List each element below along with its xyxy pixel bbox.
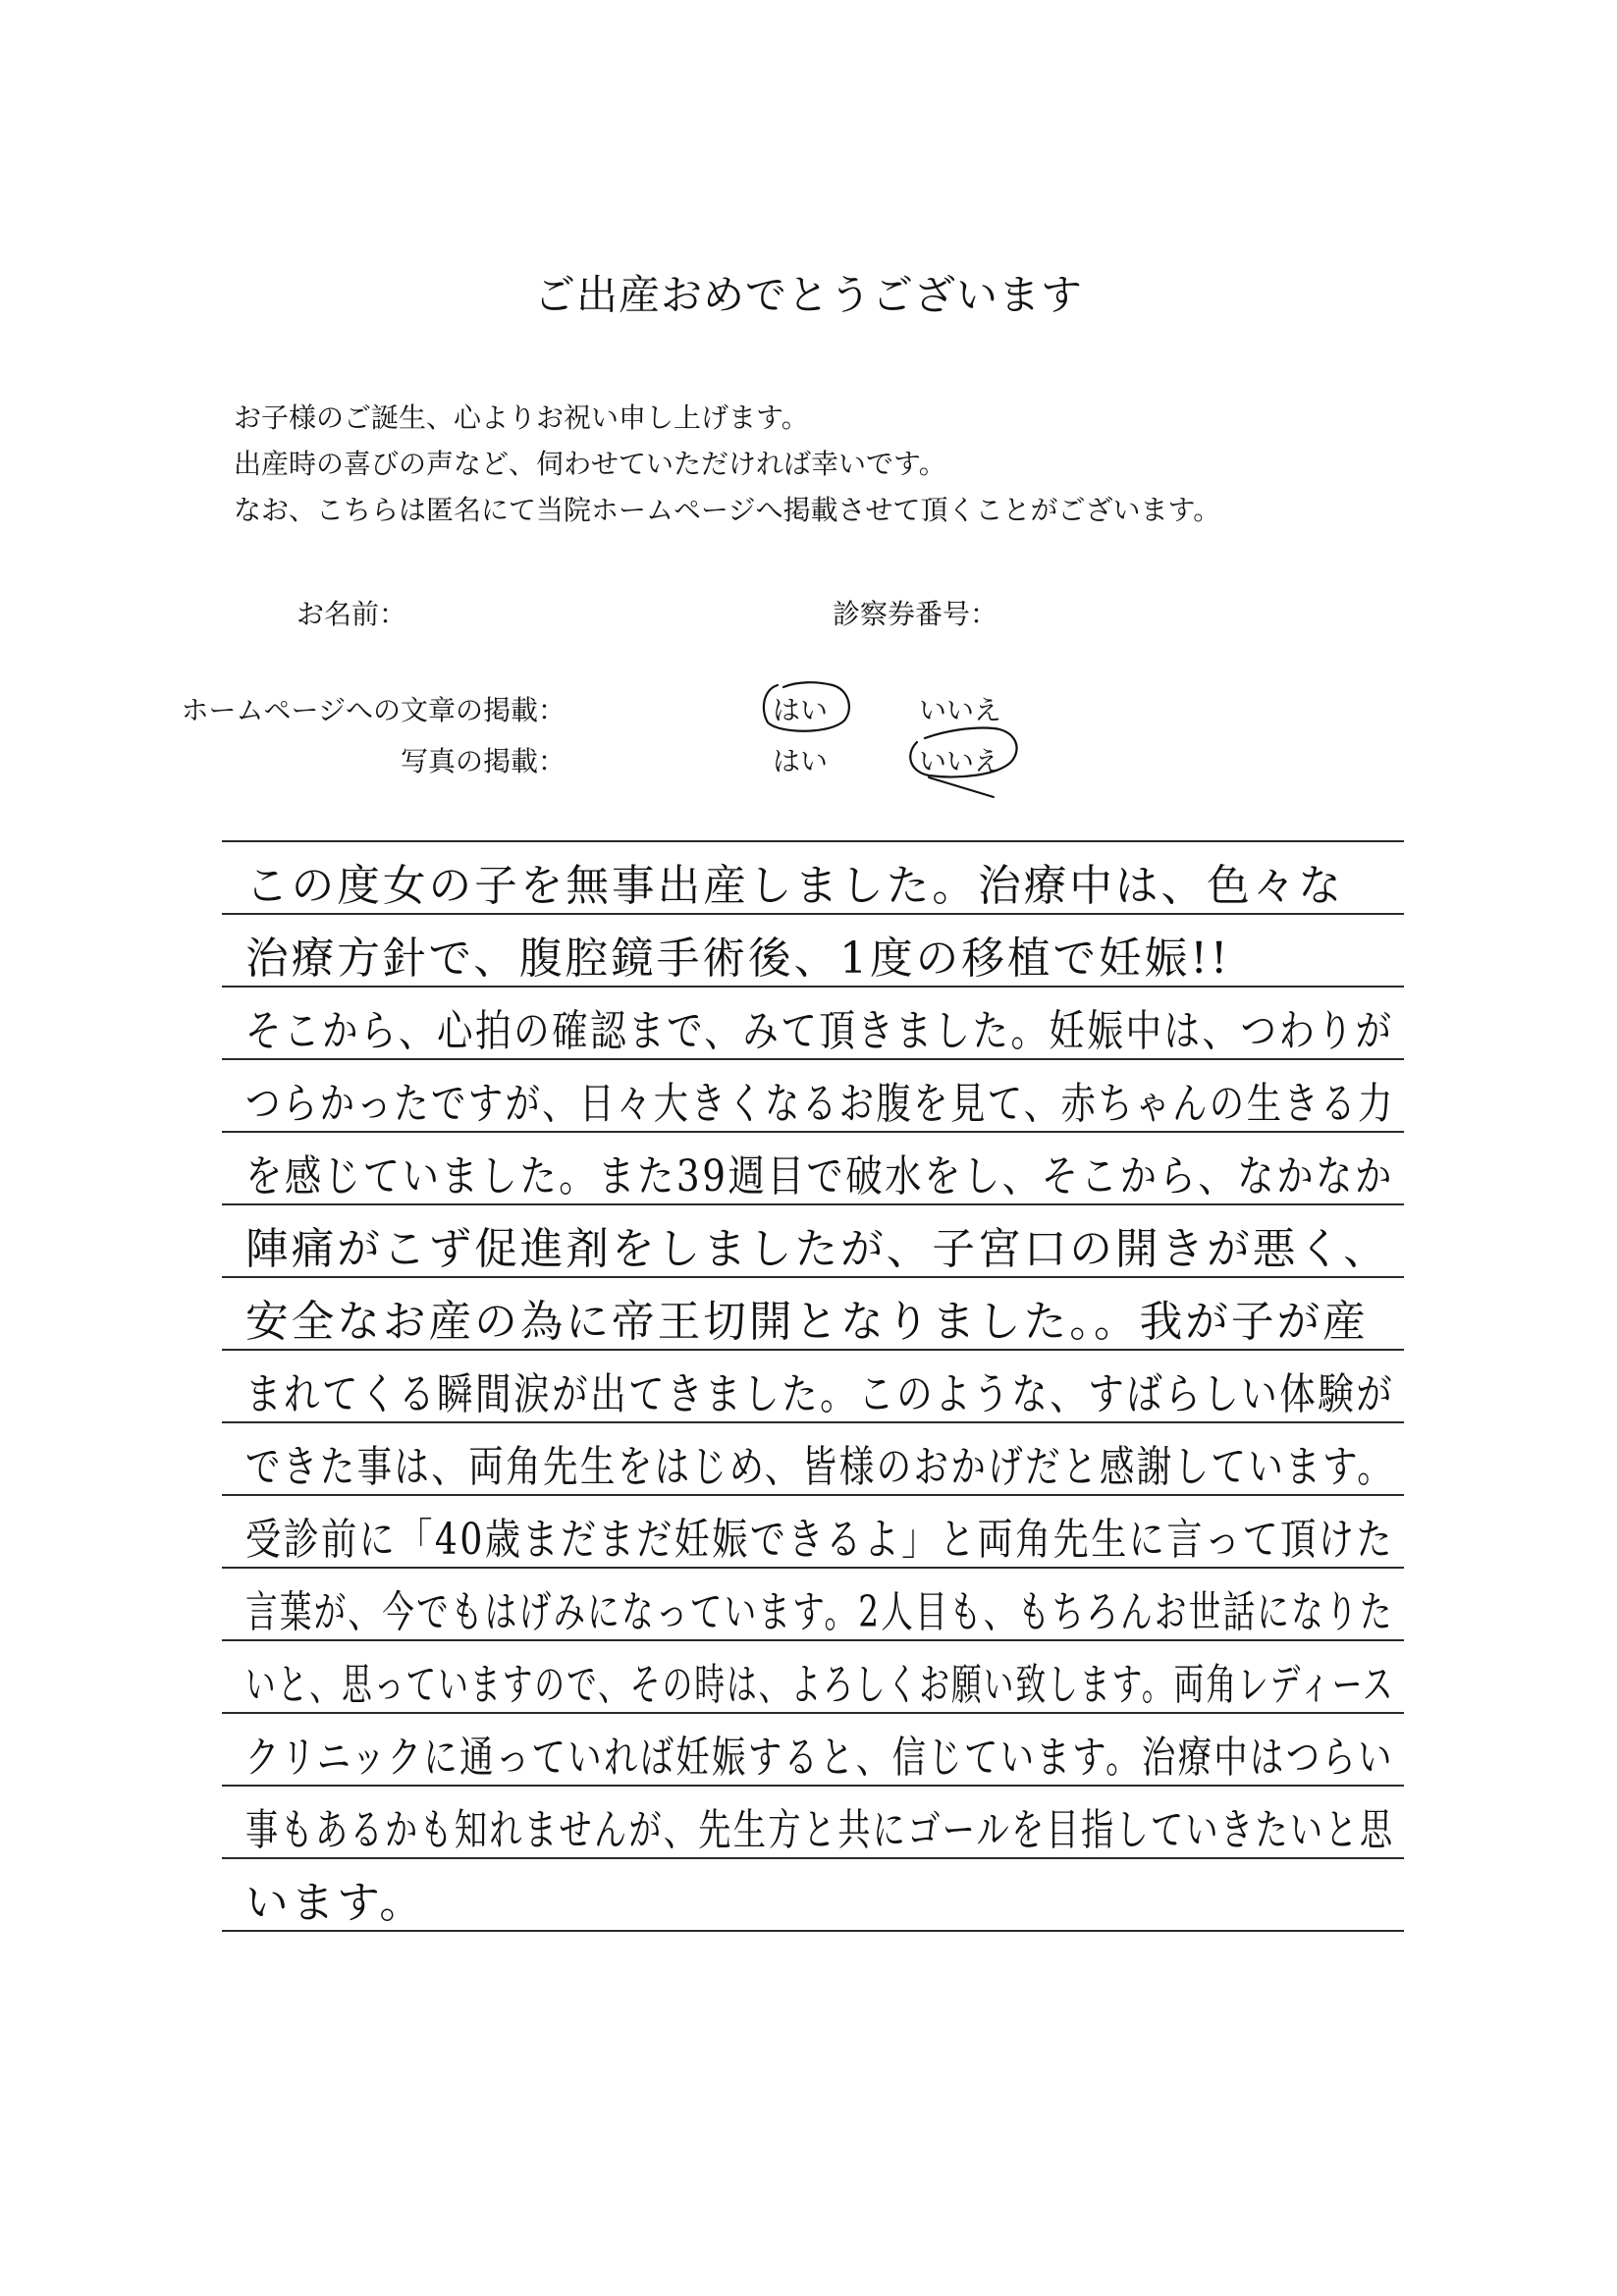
ruled-line: [222, 1639, 1404, 1641]
intro-line: お子様のご誕生、心よりお祝い申し上げます。: [234, 401, 809, 434]
ruled-line: [222, 1712, 1404, 1714]
ruled-line: [222, 1203, 1404, 1205]
ruled-line: [222, 913, 1404, 915]
handwritten-line: クリニックに通っていれば妊娠すると、信じています。治療中はつらい: [245, 1733, 1394, 1783]
handwritten-line: いと、思っていますので、その時は、よろしくお願い致します。両角レディース: [245, 1660, 1395, 1710]
intro-text: [234, 395, 1412, 533]
handwritten-message-area: [222, 840, 1404, 1940]
patient-id-field-label: 診察券番号：: [833, 598, 998, 630]
handwritten-line: そこから、心拍の確認まで、みて頂きました。妊娠中は、つわりが: [245, 1006, 1394, 1056]
consent-row-website-text: [181, 689, 1080, 736]
consent-row-photo: [295, 740, 1080, 787]
name-field-label: お名前：: [296, 598, 407, 630]
handwritten-line: 安全なお産の為に帝王切開となりました。。我が子が産: [245, 1297, 1369, 1347]
consent-section: [181, 689, 1080, 797]
handwritten-line: まれてくる瞬間涙が出てきました。このような、すばらしい体験が: [245, 1369, 1395, 1419]
consent-option-yes[interactable]: はい: [773, 745, 829, 777]
consent-option-yes[interactable]: はい: [773, 694, 829, 726]
handwritten-line: 陣痛がこず促進剤をしましたが、子宮口の開きが悪く、: [245, 1224, 1389, 1274]
consent-option-no[interactable]: いいえ: [919, 694, 1002, 726]
handwritten-line: つらかったですが、日々大きくなるお腹を見て、赤ちゃんの生きる力: [245, 1079, 1395, 1129]
consent-option-no[interactable]: いいえ: [919, 745, 1002, 777]
ruled-line: [222, 986, 1404, 988]
handwritten-line: この度女の子を無事出産しました。治療中は、色々な: [245, 861, 1344, 911]
handwritten-line: 治療方針で、腹腔鏡手術後、1度の移植で妊娠!!: [245, 934, 1231, 984]
ruled-line: [222, 1421, 1404, 1423]
handwritten-line: 事もあるかも知れませんが、先生方と共にゴールを目指していきたいと思: [245, 1805, 1395, 1855]
ruled-line: [222, 1058, 1404, 1060]
handwritten-line: 受診前に「40歳まだまだ妊娠できるよ」と両角先生に言って頂けた: [245, 1515, 1394, 1565]
ruled-line: [222, 1857, 1404, 1859]
page-title: ご出産おめでとうございます: [533, 271, 1083, 319]
handwritten-line: を感じていました。また39週目で破水をし、そこから、なかなか: [245, 1151, 1394, 1201]
consent-label: 写真の掲載：: [400, 745, 566, 777]
ruled-line: [222, 1930, 1404, 1932]
ruled-line: [222, 1349, 1404, 1351]
ruled-line: [222, 840, 1404, 842]
ruled-line: [222, 1567, 1404, 1569]
ruled-line: [222, 1276, 1404, 1278]
handwritten-line: 言葉が、今でもはげみになっています。2人目も、もちろんお世話になりた: [245, 1587, 1394, 1637]
consent-label: ホームページへの文章の掲載：: [181, 694, 566, 726]
intro-line: 出産時の喜びの声など、伺わせていただければ幸いです。: [234, 448, 946, 480]
handwritten-line: います。: [245, 1878, 426, 1928]
ruled-line: [222, 1785, 1404, 1787]
handwritten-line: できた事は、両角先生をはじめ、皆様のおかげだと感謝しています。: [245, 1442, 1395, 1492]
ruled-line: [222, 1131, 1404, 1133]
ruled-line: [222, 1494, 1404, 1496]
intro-line: なお、こちらは匿名にて当院ホームページへ掲載させて頂くことがございます。: [234, 494, 1221, 526]
